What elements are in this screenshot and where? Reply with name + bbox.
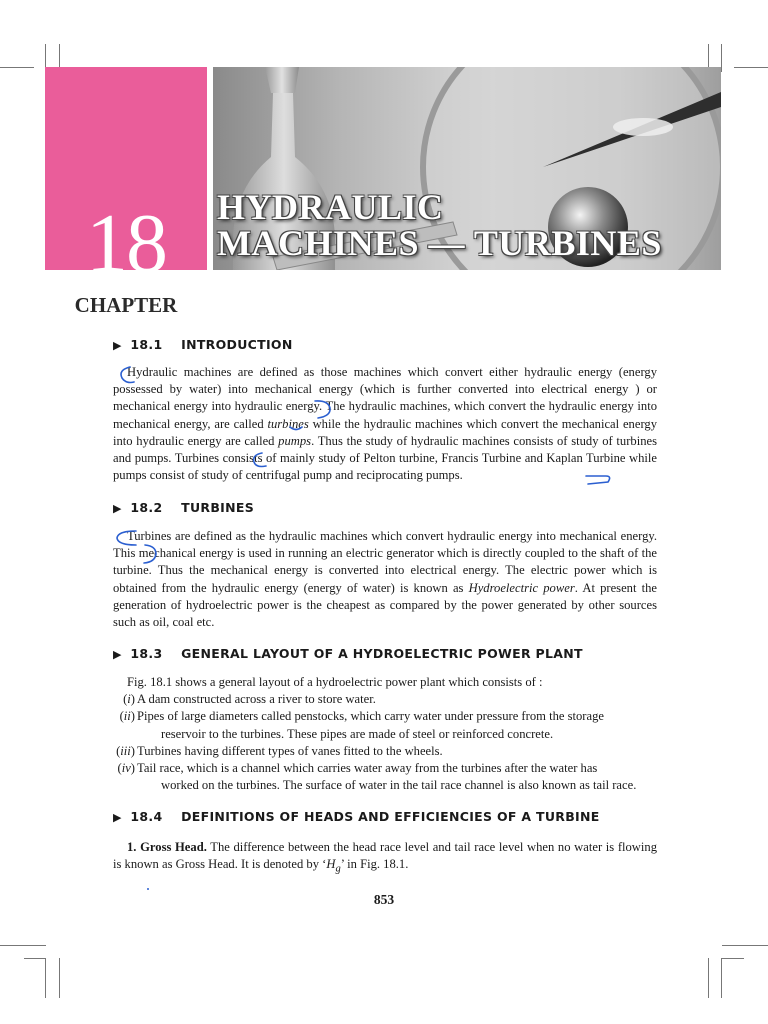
- list-label: (iii): [116, 743, 135, 758]
- section-number: 18.4: [130, 809, 163, 824]
- pen-dot: [147, 888, 149, 890]
- list-text: A dam constructed across a river to store water.: [137, 692, 376, 707]
- section-title: INTRODUCTION: [181, 337, 293, 352]
- turbines-paragraph: [113, 528, 657, 631]
- label-text: ii: [123, 709, 131, 724]
- list-text-continued: reservoir to the turbines. These pipes are made of steel or reinforced concrete.: [161, 726, 554, 741]
- chapter-title-line-2: MACHINES — TURBINES: [217, 223, 662, 263]
- section-heading-18-3: [113, 646, 583, 661]
- section-heading-18-2: [113, 500, 254, 515]
- label-text: i: [127, 692, 131, 707]
- section-number: 18.2: [130, 500, 163, 515]
- crop-mark: [721, 958, 722, 998]
- list-label: (ii): [119, 709, 135, 724]
- chapter-box: [45, 67, 207, 317]
- crop-mark: [0, 67, 34, 68]
- label-text: iii: [120, 743, 131, 758]
- triangle-bullet-icon: ▶: [113, 339, 122, 352]
- page-number: 853: [373, 892, 395, 907]
- text: . Thus the study of hydraulic machines consists of study of turbines and pumps. Turbines consists of mainly study of Pelton turbine, Francis Turbine and Kaplan Turbine while pumps consist of study of centrifugal pump and reciprocating pumps.: [113, 433, 657, 483]
- text: The difference between the head race level and tail race level when no water is flowing is known as Gross Head. It is denoted by ‘: [113, 840, 657, 872]
- text: . At present the generation of hydroelectric power is the cheapest as compared by the power generated by other sources such as oil, coal etc.: [113, 580, 658, 630]
- section-title: GENERAL LAYOUT OF A HYDROELECTRIC POWER PLANT: [181, 646, 583, 661]
- list-label: (iv): [117, 761, 135, 776]
- section-heading-18-1: [113, 337, 293, 352]
- crop-mark: [734, 67, 768, 68]
- label-text: iv: [121, 761, 131, 776]
- text: Turbines are defined as the hydraulic machines which convert hydraulic energy into mechanical energy. This mechanical energy is used in running an electric generator which is directly coupled to the shaft of the turbine. Thus the mechanical energy is converted into electrical energy. The electric power which is obtained from the hydraulic energy (energy of water) is known as: [113, 529, 657, 595]
- section-title: DEFINITIONS OF HEADS AND EFFICIENCIES OF A TURBINE: [181, 809, 600, 824]
- gross-head-paragraph: [113, 839, 657, 878]
- emphasis: pumps: [278, 433, 312, 448]
- section-number: 18.3: [130, 646, 163, 661]
- triangle-bullet-icon: ▶: [113, 502, 122, 515]
- item-number: 1.: [127, 840, 137, 854]
- crop-mark: [24, 958, 46, 959]
- crop-mark: [722, 958, 744, 959]
- crop-mark: [0, 945, 46, 946]
- list-label: (i): [123, 692, 135, 707]
- list-intro: Fig. 18.1 shows a general layout of a hydroelectric power plant which consists of :: [127, 675, 543, 689]
- section-number: 18.1: [130, 337, 163, 352]
- crop-mark: [722, 945, 768, 946]
- introduction-paragraph: [113, 364, 657, 484]
- triangle-bullet-icon: ▶: [113, 648, 122, 661]
- chapter-number: 18: [86, 197, 166, 290]
- list-item: [113, 708, 657, 742]
- crop-mark: [708, 958, 709, 998]
- list-text: Turbines having different types of vanes fitted to the wheels.: [137, 743, 443, 758]
- term: Gross Head.: [140, 840, 207, 854]
- symbol: H: [326, 857, 336, 872]
- list-item: [113, 743, 657, 760]
- chapter-title-line-1: HYDRAULIC: [217, 187, 444, 227]
- section-title: TURBINES: [181, 500, 255, 515]
- crop-mark: [721, 44, 722, 72]
- chapter-label: CHAPTER: [74, 293, 178, 317]
- section-heading-18-4: [113, 809, 600, 824]
- emphasis: turbines: [267, 416, 309, 431]
- list-item: [113, 760, 657, 794]
- crop-mark: [45, 958, 46, 998]
- emphasis: Hydroelectric power: [468, 580, 575, 595]
- text: Hydraulic machines are defined as those machines which convert either hydraulic energy (energy possessed by water) into mechanical energy (which is further converted into electrical energy ) or mechanical energy into hydraulic energy. The hydraulic machines, which convert the hydraulic energy into mechanical energy, are called: [113, 365, 657, 431]
- list-item: [113, 691, 657, 708]
- text: while the hydraulic machines which convert the mechanical energy into hydraulic energy are called: [113, 416, 657, 448]
- list-text: Pipes of large diameters called penstocks, which carry water under pressure from the storage: [137, 709, 604, 724]
- triangle-bullet-icon: ▶: [113, 811, 122, 824]
- text: ’ in Fig. 18.1.: [340, 857, 409, 872]
- symbol-subscript: g: [335, 863, 341, 875]
- layout-list: [113, 674, 657, 794]
- list-text: Tail race, which is a channel which carries water away from the turbines after the water has: [137, 761, 598, 776]
- list-text-continued: worked on the turbines. The surface of water in the tail race channel is also known as tail race.: [161, 778, 637, 793]
- crop-mark: [59, 958, 60, 998]
